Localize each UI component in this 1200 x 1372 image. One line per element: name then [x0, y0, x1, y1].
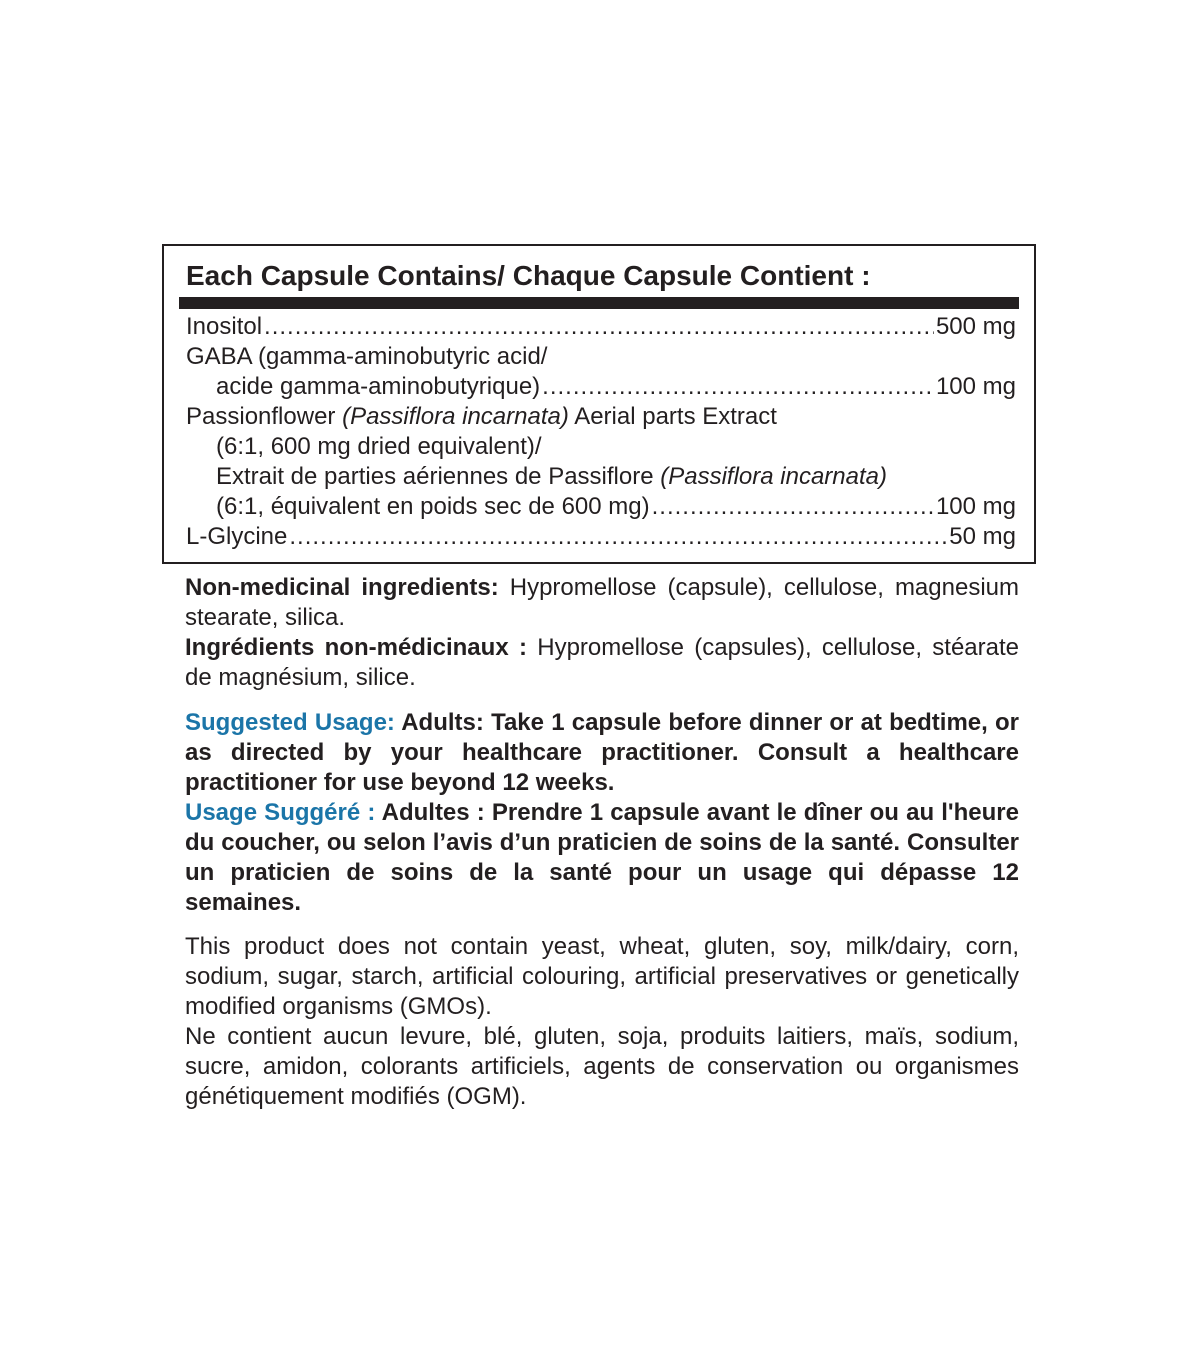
- free-from-fr: Ne contient aucun levure, blé, gluten, soja, produits laitiers, maïs, sodium, sucre, amidon, colorants artificiels, agents de conservation ou organismes génétiquement modifiés (OGM).: [185, 1023, 1019, 1110]
- ingredient-detail-fr: (6:1, équivalent en poids sec de 600 mg): [216, 493, 650, 520]
- ingredient-detail: (6:1, 600 mg dried equivalent)/: [216, 433, 542, 460]
- ingredient-row-gaba-cont: [216, 372, 1016, 402]
- ingredient-row-passionflower-fr: [216, 462, 1016, 492]
- usage-fr-label: Usage Suggéré :: [185, 799, 376, 826]
- ingredient-name-cont: acide gamma-aminobutyrique): [216, 373, 541, 400]
- non-medicinal-fr-label: Ingrédients non-médicinaux :: [185, 634, 527, 661]
- ingredient-amount: 500 mg: [935, 313, 1016, 340]
- usage-en-label: Suggested Usage:: [185, 709, 395, 736]
- ingredient-amount: 50 mg: [949, 523, 1016, 550]
- ingredient-name-suffix: Aerial parts Extract: [568, 403, 777, 430]
- ingredient-amount: 100 mg: [935, 373, 1016, 400]
- usage-fr-text: Adultes : Prendre 1 capsule avant le dîner ou au l'heure du coucher, ou selon l’avis d’un praticien de soins de la santé. Consulter un praticien de soins de la santé pour un usage qui dépasse 12 semaines.: [185, 799, 1019, 916]
- non-medicinal-section: [185, 573, 1019, 693]
- supplement-facts-panel: [162, 244, 1036, 564]
- dot-leader: [652, 492, 934, 522]
- non-medicinal-fr-text: Hypromellose (capsules), cellulose, stéarate de magnésium, silice.: [185, 634, 1019, 691]
- ingredient-row-passionflower-equiv: [216, 432, 1016, 462]
- ingredient-name: Inositol: [186, 313, 263, 340]
- ingredient-amount: 100 mg: [935, 493, 1016, 520]
- dot-leader: [542, 372, 934, 402]
- dot-leader: [264, 312, 934, 342]
- usage-en: [185, 708, 1019, 798]
- usage-en-text: Adults: Take 1 capsule before dinner or at bedtime, or as directed by your healthcare practitioner. Consult a healthcare practitioner for use beyond 12 weeks.: [185, 709, 1020, 796]
- free-from-section: [185, 932, 1019, 1112]
- non-medicinal-fr: [185, 633, 1019, 693]
- dot-leader: [289, 522, 947, 552]
- ingredient-row-glycine: [186, 522, 1016, 552]
- ingredient-row-inositol: [186, 312, 1016, 342]
- ingredient-name: L-Glycine: [186, 523, 288, 550]
- non-medicinal-en-text: Hypromellose (capsule), cellulose, magnesium stearate, silica.: [185, 574, 1019, 631]
- usage-fr: [185, 798, 1019, 918]
- non-medicinal-en-label: Non-medicinal ingredients:: [185, 574, 499, 601]
- free-from-en: This product does not contain yeast, wheat, gluten, soy, milk/dairy, corn, sodium, sugar, starch, artificial colouring, artificial preservatives or genetically modified organisms (GMOs).: [185, 933, 1019, 1020]
- non-medicinal-en: [185, 573, 1019, 633]
- panel-heading-rule: [179, 297, 1019, 309]
- ingredient-row-gaba: [186, 342, 1016, 372]
- usage-section: [185, 708, 1019, 918]
- ingredient-latin-name-fr: (Passiflora incarnata): [660, 463, 887, 490]
- ingredient-row-passionflower: [186, 402, 1016, 432]
- ingredient-row-passionflower-fr-equiv: [216, 492, 1016, 522]
- ingredient-latin-name: (Passiflora incarnata): [342, 403, 569, 430]
- ingredient-name-fr: Extrait de parties aériennes de Passiflore: [216, 463, 661, 490]
- ingredient-name: GABA (gamma-aminobutyric acid/: [186, 343, 548, 370]
- panel-title: Each Capsule Contains/ Chaque Capsule Contient :: [186, 260, 871, 291]
- ingredient-name: Passionflower: [186, 403, 343, 430]
